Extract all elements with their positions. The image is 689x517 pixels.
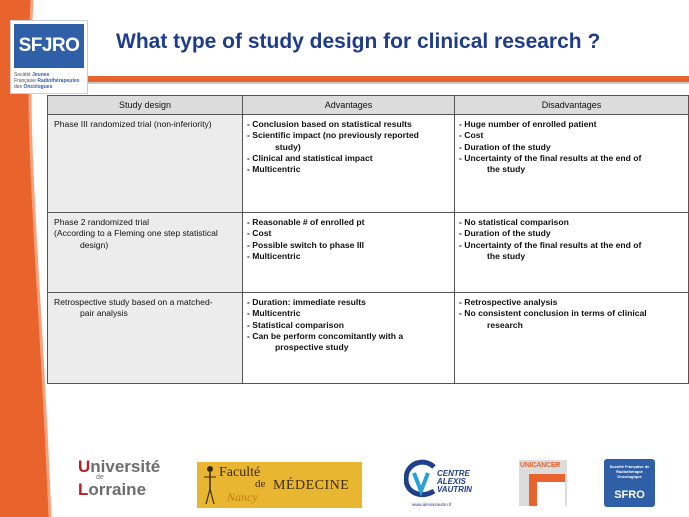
universite-lorraine-logo: Université de Lorraine — [78, 457, 161, 499]
header-divider-gray — [86, 82, 689, 84]
disadvantages-cell — [455, 213, 689, 293]
advantage-item: - Statistical comparison — [247, 319, 344, 330]
advantage-item: - Multicentric — [247, 164, 301, 175]
advantage-item: - Clinical and statistical impact — [247, 152, 373, 163]
advantage-item: study) — [275, 141, 301, 152]
disadvantage-item: - Huge number of enrolled patient — [459, 119, 597, 129]
disadvantage-item: research — [487, 319, 523, 330]
faculte-medecine-nancy-logo: Faculté de MÉDECINE Nancy — [197, 462, 362, 508]
table-header-row — [48, 96, 689, 115]
table-row — [48, 293, 689, 384]
study-design-line: (According to a Fleming one step statistical — [54, 228, 218, 239]
advantage-item: - Cost — [247, 228, 272, 239]
advantage-item: prospective study — [275, 342, 349, 353]
disadvantages-cell — [455, 293, 689, 384]
study-design-cell — [48, 293, 243, 384]
sfro-logo: Société Française de Radiothérapie Oncologique SFRO — [604, 459, 655, 507]
column-header-advantages: Advantages — [243, 96, 455, 115]
study-design-line: Phase 2 randomized trial — [54, 217, 150, 227]
advantage-item: - Scientific impact (no previously reported — [247, 130, 419, 141]
disadvantages-cell — [455, 115, 689, 213]
disadvantage-item: - Uncertainty of the final results at the end of — [459, 239, 642, 250]
disadvantage-item: - No consistent conclusion in terms of clinical — [459, 308, 647, 319]
skeleton-icon — [203, 465, 217, 505]
disadvantage-item: - Retrospective analysis — [459, 297, 558, 307]
disadvantage-item: - Duration of the study — [459, 228, 551, 239]
advantage-item: - Reasonable # of enrolled pt — [247, 217, 365, 227]
advantage-item: - Possible switch to phase III — [247, 239, 364, 250]
page-title: What type of study design for clinical research ? — [116, 30, 601, 53]
disadvantage-item: - Cost — [459, 130, 484, 141]
sfjro-logo-subtitle: Société Jeunes Française Radiothérapeutes des Oncologues — [14, 72, 80, 90]
table-row — [48, 213, 689, 293]
cav-emblem-icon — [404, 459, 438, 501]
disadvantage-item: the study — [487, 164, 526, 175]
advantage-item: - Multicentric — [247, 250, 301, 261]
disadvantage-item: - No statistical comparison — [459, 217, 569, 227]
advantage-item: - Conclusion based on statistical results — [247, 119, 412, 129]
study-design-table — [47, 95, 688, 387]
column-header-disadvantages: Disadvantages — [455, 96, 689, 115]
advantages-cell — [243, 293, 455, 384]
unicancer-logo: UNICANCER — [519, 460, 567, 506]
study-design-line: pair analysis — [80, 308, 128, 319]
sfjro-logo — [10, 20, 88, 94]
advantages-cell — [243, 213, 455, 293]
column-header-study-design: Study design — [48, 96, 243, 115]
disadvantage-item: - Duration of the study — [459, 141, 551, 152]
study-design-line: Phase III randomized trial (non-inferiority) — [54, 119, 212, 129]
table-row — [48, 115, 689, 213]
study-design-cell — [48, 213, 243, 293]
study-design-line: Retrospective study based on a matched- — [54, 297, 213, 307]
advantage-item: - Multicentric — [247, 308, 301, 319]
advantage-item: - Duration: immediate results — [247, 297, 366, 307]
disadvantage-item: the study — [487, 250, 526, 261]
advantages-cell — [243, 115, 455, 213]
study-design-line: design) — [80, 239, 109, 250]
centre-alexis-vautrin-logo: CENTRE ALEXIS VAUTRIN www.alexisvautrin.fr — [404, 457, 484, 509]
study-design-cell — [48, 115, 243, 213]
disadvantage-item: - Uncertainty of the final results at the end of — [459, 152, 642, 163]
sfjro-logo-text: SFJRO — [14, 24, 84, 68]
advantage-item: - Can be perform concomitantly with a — [247, 330, 404, 341]
